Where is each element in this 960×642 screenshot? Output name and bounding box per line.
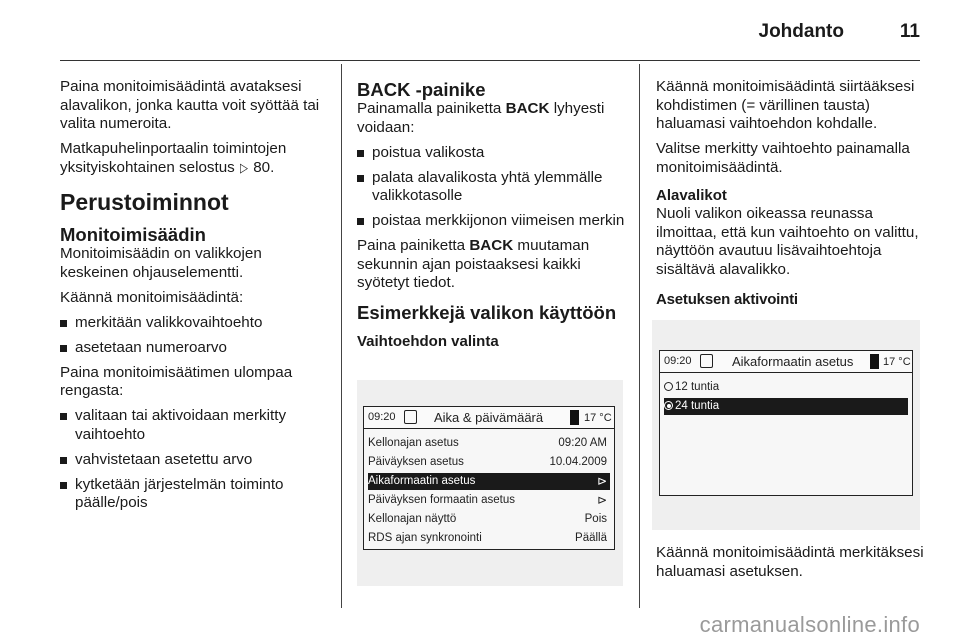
section-title: Johdanto bbox=[758, 21, 844, 42]
screen-title: Aikaformaatin asetus bbox=[732, 354, 854, 369]
screen-temperature: 17 °C bbox=[883, 356, 911, 368]
menu-item[interactable]: Päiväyksen formaatin asetus ⊳ bbox=[368, 493, 607, 507]
heading-setting-activation: Asetuksen aktivointi bbox=[656, 291, 798, 308]
paragraph: Käännä monitoimisäädintä: bbox=[60, 288, 244, 306]
phone-icon bbox=[570, 410, 579, 425]
bullet-icon bbox=[60, 482, 67, 489]
bullet-icon bbox=[357, 150, 364, 157]
heading-multifunction-knob: Monitoimisäädin bbox=[60, 224, 206, 245]
display-screen bbox=[659, 350, 913, 496]
list-item: poistaa merkkijonon viimeisen merkin bbox=[357, 212, 625, 231]
list-item: palata alavalikosta yhtä ylemmälle valikkotasolle bbox=[357, 169, 625, 206]
column-3 bbox=[656, 78, 924, 313]
bullet-icon bbox=[60, 320, 67, 327]
heading-basic-functions: Perustoiminnot bbox=[60, 189, 229, 215]
paragraph: Käännä monitoimisäädintä merkitäksesi haluamasi asetuksen. bbox=[656, 544, 924, 580]
paragraph: Nuoli valikon oikeassa reunassa ilmoittaa, että kun vaihtoehto on valittu, näyttöön avautuu lisävaihtoehtoja sisältävä alavalikko. bbox=[656, 205, 919, 278]
column-1 bbox=[60, 78, 328, 519]
submenu-arrow-icon: ⊳ bbox=[596, 493, 607, 507]
paragraph: Paina painiketta BACK muutaman sekunnin ajan poistaaksesi kaikki syötetyt tiedot. bbox=[357, 237, 590, 291]
screen-header bbox=[364, 407, 614, 429]
column-divider bbox=[341, 64, 342, 608]
menu-item[interactable]: Kellonajan näyttö Pois bbox=[368, 513, 607, 525]
radio-off-icon bbox=[664, 382, 673, 391]
radio-option-selected[interactable]: 24 tuntia bbox=[664, 398, 908, 415]
paragraph: Paina monitoimisäätimen ulompaa rengasta: bbox=[60, 363, 293, 399]
header-divider bbox=[60, 60, 920, 61]
heading-menu-examples: Esimerkkejä valikon käyttöön bbox=[357, 301, 617, 323]
page-reference-icon: ▷ bbox=[239, 159, 248, 175]
display-screen bbox=[363, 406, 615, 550]
menu-item[interactable]: RDS ajan synkronointi Päällä bbox=[368, 532, 607, 544]
paragraph: Monitoimisäädin on valikkojen keskeinen ohjauselementti. bbox=[60, 245, 262, 281]
list-item: valitaan tai aktivoidaan merkitty vaihtoehto bbox=[60, 407, 328, 444]
heading-submenus: Alavalikot bbox=[656, 187, 727, 204]
list-item: vahvistetaan asetettu arvo bbox=[60, 451, 328, 470]
bullet-icon bbox=[357, 218, 364, 225]
bullet-icon bbox=[60, 413, 67, 420]
screen-illustration-2 bbox=[652, 320, 920, 530]
menu-item[interactable]: Kellonajan asetus 09:20 AM bbox=[368, 437, 607, 449]
menu-item-selected[interactable]: Aikaformaatin asetus ⊳ bbox=[368, 473, 610, 490]
screen-header bbox=[660, 351, 912, 373]
paragraph: Käännä monitoimisäädintä siirtääksesi kohdistimen (= värillinen tausta) haluamasi vaihtoehdon kohdalle. bbox=[656, 78, 915, 132]
list-item: merkitään valikkovaihtoehto bbox=[60, 314, 328, 333]
screen-temperature: 17 °C bbox=[584, 412, 612, 424]
submenu-arrow-icon: ⊳ bbox=[596, 474, 607, 488]
screen-time: 09:20 bbox=[368, 411, 396, 423]
paragraph: Valitse merkitty vaihtoehto painamalla monitoimisäädintä. bbox=[656, 140, 910, 176]
page-header bbox=[60, 0, 920, 64]
bullet-icon bbox=[60, 345, 67, 352]
back-icon bbox=[700, 354, 713, 368]
list-item: asetetaan numeroarvo bbox=[60, 339, 328, 358]
radio-on-icon bbox=[664, 401, 673, 410]
list-item: kytketään järjestelmän toiminto päälle/pois bbox=[60, 476, 328, 513]
heading-back-button: BACK -painike bbox=[357, 79, 486, 100]
screen-time: 09:20 bbox=[664, 355, 692, 367]
page-number: 11 bbox=[899, 21, 920, 42]
column-3-bottom bbox=[656, 544, 924, 588]
radio-option[interactable]: 12 tuntia bbox=[664, 379, 908, 396]
paragraph: Matkapuhelinportaalin toimintojen yksityiskohtainen selostus ▷ 80. bbox=[60, 140, 287, 176]
screen-illustration-1 bbox=[357, 380, 623, 586]
bullet-icon bbox=[357, 175, 364, 182]
column-2 bbox=[357, 78, 625, 351]
bullet-icon bbox=[60, 457, 67, 464]
menu-item[interactable]: Päiväyksen asetus 10.04.2009 bbox=[368, 456, 607, 468]
column-divider bbox=[639, 64, 640, 608]
heading-option-selection: Vaihtoehdon valinta bbox=[357, 332, 499, 350]
back-icon bbox=[404, 410, 417, 424]
screen-title: Aika & päivämäärä bbox=[434, 410, 544, 425]
paragraph: Painamalla painiketta BACK lyhyesti voidaan: bbox=[357, 100, 605, 136]
phone-icon bbox=[870, 354, 879, 369]
list-item: poistua valikosta bbox=[357, 144, 625, 163]
paragraph: Paina monitoimisäädintä avataksesi alavalikon, jonka kautta voit syöttää tai valita numeroita. bbox=[60, 78, 320, 132]
watermark: carmanualsonline.info bbox=[699, 612, 920, 637]
